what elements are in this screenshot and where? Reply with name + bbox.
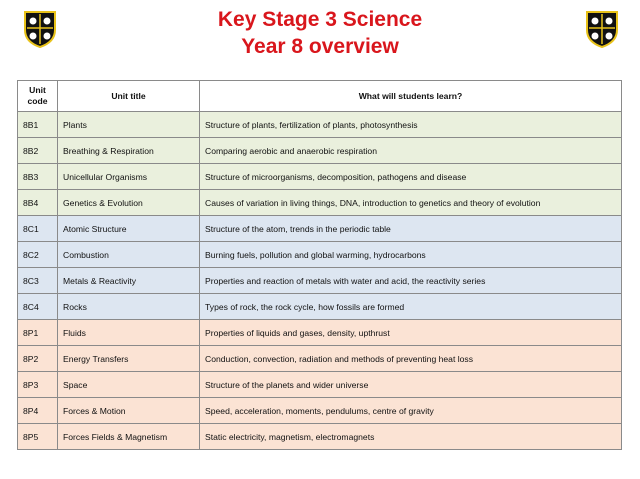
table-row: [18, 216, 622, 242]
page-title-line-1: Key Stage 3 Science: [217, 8, 423, 31]
unit-code-cell: 8P1: [18, 320, 58, 346]
unit-code-cell: 8P4: [18, 398, 58, 424]
unit-title-cell: Energy Transfers: [58, 346, 200, 372]
page-title-line-2: Year 8 overview: [241, 35, 399, 58]
overview-table: [17, 80, 622, 450]
header-unit-title: Unit title: [58, 81, 200, 112]
table-row: [18, 268, 622, 294]
unit-title-cell: Rocks: [58, 294, 200, 320]
table-row: [18, 372, 622, 398]
table-row: [18, 164, 622, 190]
unit-title-cell: Metals & Reactivity: [58, 268, 200, 294]
unit-title-cell: Atomic Structure: [58, 216, 200, 242]
unit-title-cell: Breathing & Respiration: [58, 138, 200, 164]
table-row: [18, 398, 622, 424]
learn-description-cell: Burning fuels, pollution and global warming, hydrocarbons: [200, 242, 622, 268]
learn-description-cell: Types of rock, the rock cycle, how fossils are formed: [200, 294, 622, 320]
unit-title-cell: Forces & Motion: [58, 398, 200, 424]
unit-code-cell: 8C3: [18, 268, 58, 294]
table-row: [18, 190, 622, 216]
unit-code-cell: 8B4: [18, 190, 58, 216]
header-what-will-students-learn: What will students learn?: [200, 81, 622, 112]
table-row: [18, 112, 622, 138]
table-row: [18, 294, 622, 320]
unit-code-cell: 8C2: [18, 242, 58, 268]
header-unit-code: Unit code: [18, 81, 58, 112]
learn-description-cell: Structure of plants, fertilization of plants, photosynthesis: [200, 112, 622, 138]
learn-description-cell: Causes of variation in living things, DNA, introduction to genetics and theory of evolution: [200, 190, 622, 216]
unit-title-cell: Space: [58, 372, 200, 398]
unit-title-cell: Fluids: [58, 320, 200, 346]
unit-code-cell: 8B1: [18, 112, 58, 138]
unit-code-cell: 8P5: [18, 424, 58, 450]
learn-description-cell: Conduction, convection, radiation and methods of preventing heat loss: [200, 346, 622, 372]
table-header-row: [18, 81, 622, 112]
page-title: [0, 6, 640, 60]
unit-title-cell: Forces Fields & Magnetism: [58, 424, 200, 450]
unit-code-cell: 8B2: [18, 138, 58, 164]
table-row: [18, 346, 622, 372]
table-row: [18, 424, 622, 450]
learn-description-cell: Structure of microorganisms, decomposition, pathogens and disease: [200, 164, 622, 190]
learn-description-cell: Static electricity, magnetism, electromagnets: [200, 424, 622, 450]
learn-description-cell: Structure of the atom, trends in the periodic table: [200, 216, 622, 242]
unit-title-cell: Combustion: [58, 242, 200, 268]
table-row: [18, 320, 622, 346]
unit-code-cell: 8C4: [18, 294, 58, 320]
unit-code-cell: 8C1: [18, 216, 58, 242]
unit-code-cell: 8P3: [18, 372, 58, 398]
unit-code-cell: 8P2: [18, 346, 58, 372]
unit-code-cell: 8B3: [18, 164, 58, 190]
unit-title-cell: Plants: [58, 112, 200, 138]
learn-description-cell: Properties and reaction of metals with water and acid, the reactivity series: [200, 268, 622, 294]
learn-description-cell: Properties of liquids and gases, density, upthrust: [200, 320, 622, 346]
unit-title-cell: Genetics & Evolution: [58, 190, 200, 216]
learn-description-cell: Speed, acceleration, moments, pendulums, centre of gravity: [200, 398, 622, 424]
learn-description-cell: Comparing aerobic and anaerobic respiration: [200, 138, 622, 164]
table-row: [18, 242, 622, 268]
table-row: [18, 138, 622, 164]
learn-description-cell: Structure of the planets and wider universe: [200, 372, 622, 398]
unit-title-cell: Unicellular Organisms: [58, 164, 200, 190]
